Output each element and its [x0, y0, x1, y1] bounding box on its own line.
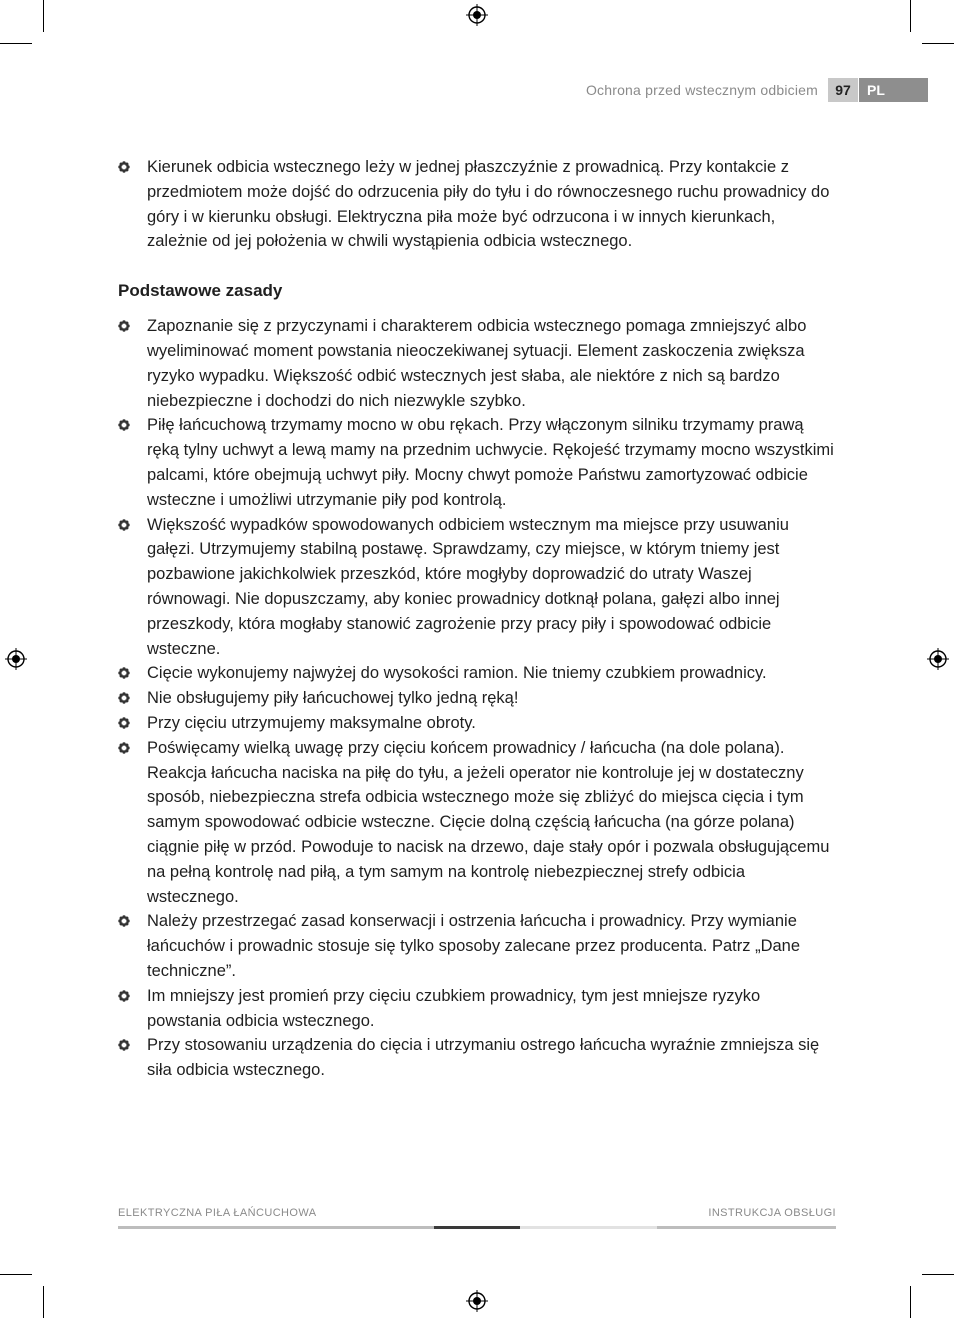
footer-document-type: INSTRUKCJA OBSŁUGI	[708, 1207, 836, 1219]
list-item-text: Kierunek odbicia wstecznego leży w jednej płaszczyźnie z prowadnicą. Przy kontakcie z przedmiotem może dojść do odrzucenia piły do tyłu i do równoczesnego ruchu prowadnicy do góry i w kierunku obsługi. Elektryczna piła może być odrzucona i w innych kierunkach, zależnie od jej położenia w chwili wystąpienia odbicia wstecznego.	[147, 158, 830, 251]
crop-mark	[43, 1286, 44, 1318]
rules-bullet-list	[118, 314, 834, 1083]
list-item	[118, 314, 834, 413]
footer-rule-segment	[520, 1226, 657, 1229]
language-badge: PL	[859, 78, 928, 102]
footer-rule-segment	[657, 1226, 836, 1229]
list-item-text: Piłę łańcuchową trzymamy mocno w obu rękach. Przy włączonym silniku trzymamy prawą ręką tylny uchwyt a lewą mamy na przednim uchwycie. Rękojeść trzymamy mocno wszystkimi palcami, które obejmują uchwyt piły. Mocny chwyt pomoże Państwu zamortyzować odbicie wsteczne i umożliwi utrzymanie piły pod kontrolą.	[147, 416, 834, 509]
crop-mark	[43, 0, 44, 32]
intro-bullet-list	[118, 155, 834, 254]
flower-bullet-icon	[118, 161, 130, 173]
list-item	[118, 661, 834, 686]
list-item-text: Im mniejszy jest promień przy cięciu czubkiem prowadnicy, tym jest mniejsze ryzyko powstania odbicia wstecznego.	[147, 986, 761, 1030]
list-item-text: Cięcie wykonujemy najwyżej do wysokości ramion. Nie tniemy czubkiem prowadnicy.	[147, 664, 767, 683]
crop-mark	[910, 1286, 911, 1318]
list-item	[118, 984, 834, 1034]
flower-bullet-icon	[118, 717, 130, 729]
main-content	[118, 155, 834, 1083]
registration-mark-icon	[927, 648, 949, 670]
list-item	[118, 413, 834, 512]
flower-bullet-icon	[118, 742, 130, 754]
list-item	[118, 736, 834, 910]
crop-mark	[0, 43, 32, 44]
list-item-text: Przy cięciu utrzymujemy maksymalne obroty.	[147, 713, 476, 732]
list-item-text: Poświęcamy wielką uwagę przy cięciu końcem prowadnicy / łańcucha (na dole polana). Reakcja łańcucha naciska na piłę do tyłu, a jeżeli operator nie kontroluje jej w dostateczny sposób, niebezpieczna strefa odbicia wstecznego może się zbliżyć do miejsca cięcia i tym samym spowodować odbicie wsteczne. Cięcie dolną częścią łańcucha (na górze polana) ciągnie piłę w przód. Powoduje to nacisk na drzewo, daje stały opór i pozwala obsługującemu na pełną kontrolę nad piłą, a tym samym na kontrolę niebezpiecznej strefy odbicia wstecznego.	[147, 738, 830, 906]
list-item	[118, 909, 834, 983]
flower-bullet-icon	[118, 419, 130, 431]
flower-bullet-icon	[118, 915, 130, 927]
list-item	[118, 155, 834, 254]
list-item	[118, 686, 834, 711]
flower-bullet-icon	[118, 320, 130, 332]
flower-bullet-icon	[118, 667, 130, 679]
section-title: Ochrona przed wstecznym odbiciem	[585, 82, 818, 98]
list-item	[118, 711, 834, 736]
section-heading: Podstawowe zasady	[118, 281, 283, 301]
crop-mark	[922, 43, 954, 44]
list-item-text: Większość wypadków spowodowanych odbiciem wstecznym ma miejsce przy usuwaniu gałęzi. Utrzymujemy stabilną postawę. Sprawdzamy, czy miejsce, w którym tniemy jest pozbawione jakichkolwiek przeszkód, które mogłyby doprowadzić do utraty Waszej równowagi. Nie dopuszczamy, aby koniec prowadnicy dotknął polana, gałęzi albo innej przeszkody, która mogłaby stanowić zagrożenie przy pracy piły i spowodować odbicie wsteczne.	[147, 515, 789, 658]
page-number: 97	[828, 78, 858, 102]
registration-mark-icon	[466, 1290, 488, 1312]
flower-bullet-icon	[118, 692, 130, 704]
footer-rule-segment	[118, 1226, 434, 1229]
list-item	[118, 1033, 834, 1083]
list-item	[118, 513, 834, 662]
list-item-text: Zapoznanie się z przyczynami i charakterem odbicia wstecznego pomaga zmniejszyć albo wyeliminować moment powstania nieoczekiwanej sytuacji. Element zaskoczenia zwiększa ryzyko wypadku. Większość odbić wstecznych jest słaba, ale niektóre z nich są bardzo niebezpieczne i dochodzi do nich niezwykle szybko.	[147, 317, 807, 410]
footer-rule-segment	[434, 1226, 520, 1229]
crop-mark	[910, 0, 911, 32]
crop-mark	[922, 1274, 954, 1275]
list-item-text: Przy stosowaniu urządzenia do cięcia i utrzymaniu ostrego łańcucha wyraźnie zmniejsza się siła odbicia wstecznego.	[147, 1036, 820, 1080]
crop-mark	[0, 1274, 32, 1275]
registration-mark-icon	[466, 4, 488, 26]
registration-mark-icon	[5, 648, 27, 670]
list-item-text: Należy przestrzegać zasad konserwacji i ostrzenia łańcucha i prowadnicy. Przy wymianie łańcuchów i prowadnic stosuje się tylko sposoby zalecane przez producenta. Patrz „Dane techniczne”.	[147, 912, 801, 980]
flower-bullet-icon	[118, 519, 130, 531]
flower-bullet-icon	[118, 990, 130, 1002]
footer-product-name: ELEKTRYCZNA PIŁA ŁAŃCUCHOWA	[118, 1207, 317, 1219]
list-item-text: Nie obsługujemy piły łańcuchowej tylko jedną ręką!	[147, 689, 519, 708]
flower-bullet-icon	[118, 1039, 130, 1051]
